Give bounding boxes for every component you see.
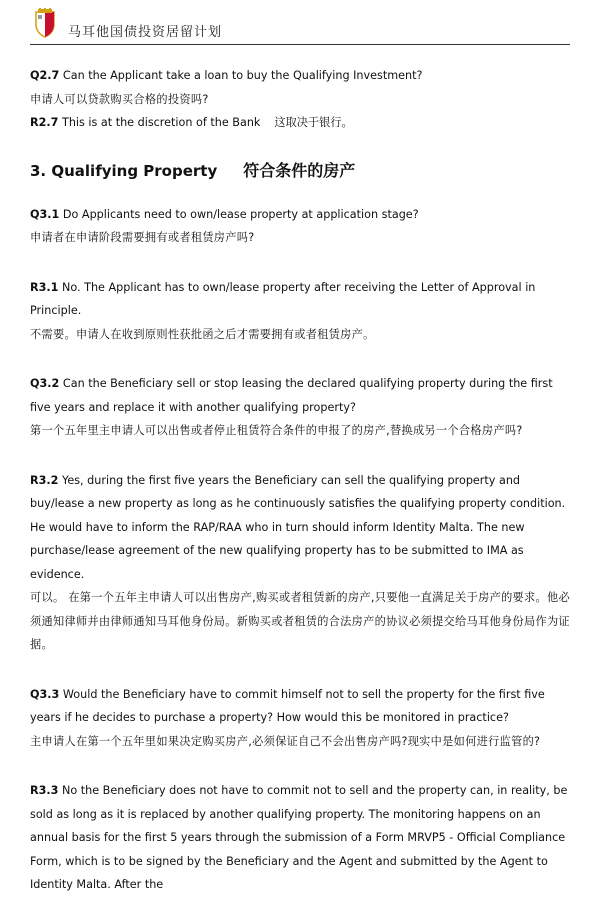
header-title: 马耳他国债投资居留计划: [68, 25, 223, 40]
response-text-zh: 不需要。申请人在收到原则性获批函之后才需要拥有或者租赁房产。: [30, 327, 375, 341]
response-text-en: Yes, during the first five years the Beneficiary can sell the qualifying property and buy/lease a new property as long as he continuously satisfies the qualifying property condition. He would have to inform the RAP/RAA who in turn should inform Identity Malta. The new purchase/lease agreement of the new qualifying property has to be submitted to IMA as evidence.: [30, 473, 566, 581]
question-label: Q3.3: [30, 687, 60, 701]
malta-shield-logo-icon: [34, 8, 56, 38]
question-text-zh: 主申请人在第一个五年里如果决定购买房产,必须保证自己不会出售房产吗?现实中是如何进行监管的?: [30, 734, 541, 748]
section-title-zh: 符合条件的房产: [243, 160, 356, 180]
page-header: [30, 6, 570, 45]
section-title-en: 3. Qualifying Property: [30, 161, 218, 180]
question-text-zh: 申请人可以贷款购买合格的投资吗?: [30, 92, 209, 106]
response-text-zh: 这取决于银行。: [274, 116, 353, 129]
question-2-7: [30, 64, 575, 88]
question-text-zh: 申请者在申请阶段需要拥有或者租赁房产吗?: [30, 231, 255, 244]
question-text-zh: 第一个五年里主申请人可以出售或者停止租赁符合条件的申报了的房产,替换成另一个合格房产吗?: [30, 424, 523, 437]
response-text-en: No. The Applicant has to own/lease property after receiving the Letter of Approval in Principle.: [30, 280, 536, 317]
response-label: R3.2: [30, 473, 59, 487]
response-label: R3.1: [30, 280, 59, 294]
question-label: Q3.1: [30, 207, 60, 221]
question-label: Q3.2: [30, 377, 60, 390]
response-3-2: [30, 469, 575, 587]
response-text-en: This is at the discretion of the Bank: [58, 116, 261, 129]
response-3-3: [30, 779, 575, 897]
section-heading-qualifying-property: [30, 159, 575, 183]
question-text-en: Can the Applicant take a loan to buy the Qualifying Investment?: [59, 69, 423, 82]
question-label: Q2.7: [30, 69, 60, 82]
question-text-en: Do Applicants need to own/lease property at application stage?: [59, 207, 419, 221]
question-text-en: Can the Beneficiary sell or stop leasing the declared qualifying property during the first five years and replace it with another qualifying property?: [30, 377, 553, 414]
question-3-3: [30, 683, 575, 730]
response-3-1: [30, 276, 575, 323]
document-body: [30, 64, 575, 897]
question-text-en: Would the Beneficiary have to commit himself not to sell the property for the first five years if he decides to purchase a property? How would this be monitored in practice?: [30, 687, 545, 724]
question-3-2: [30, 372, 575, 419]
response-text-en: No the Beneficiary does not have to commit not to sell and the property can, in reality, be sold as long as it is replaced by another qualifying property. The monitoring happens on an annual basis for the first 5 years through the submission of a Form MRVP5 - Official Compliance Form, which is to be signed by the Beneficiary and the Agent and submitted by the Agent to Identity Malta. After the: [30, 784, 568, 891]
response-2-7: [30, 111, 575, 135]
response-text-zh: 可以。 在第一个五年主申请人可以出售房产,购买或者租赁新的房产,只要他一直满足关于房产的要求。他必须通知律师并由律师通知马耳他身份局。新购买或者租赁的合法房产的协议必须提交给马耳他身份局作为证据。: [30, 591, 570, 651]
response-label: R3.3: [30, 784, 59, 797]
response-label: R2.7: [30, 116, 59, 129]
question-3-1: [30, 203, 575, 227]
